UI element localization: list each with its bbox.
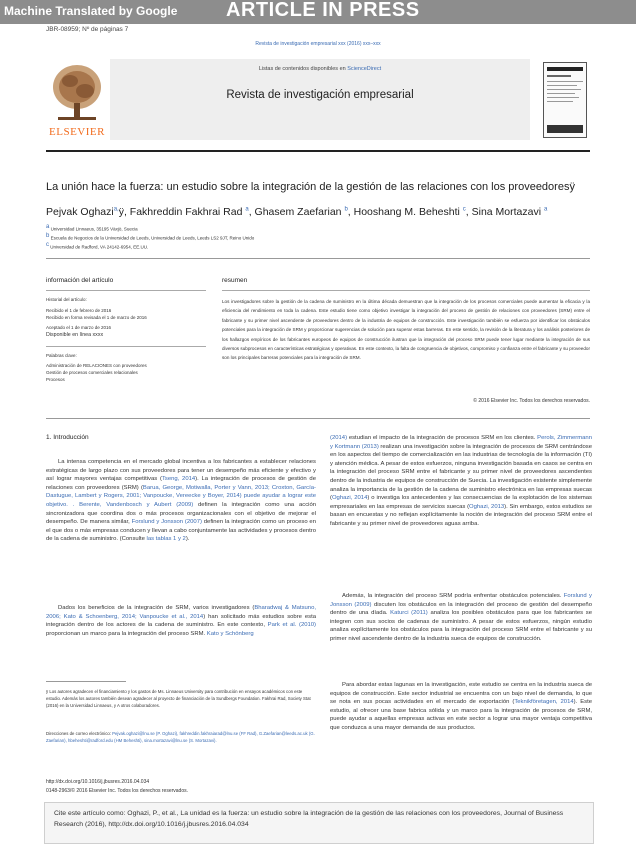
body-text: Para abordar estas lagunas en la investigación, este estudio se centra en la industria sueca de equipos de construcción. Este sector industrial se encuentra con un bajo nivel de demanda, lo que se nota en sus pocas actividades en el mercado de exportación ( xyxy=(330,682,592,706)
affiliation-text: Universidad de Radford, VA 24142-6954, EE.UU. xyxy=(50,244,149,250)
body-text: realizan una investigación sobre la integración de procesos de SRM centrándose en los aspectos del tiempo de comercialización en las industrias de tecnología de la información (TI) y atención médica. A pesar de estos esfuerzos, ninguna investigación basada en casos se centra en la integración del proceso SRM entre el fabricante y su primer nivel de proveedores ascendentes dentro de la industria de equipos de construcción de Suecia. La investigación existente simplemente analiza la importancia de la gestión de la cadena de suministro electrónica en las empresas suecas ( xyxy=(330,443,592,502)
body-text: definen la integración como un proceso en el que dos o más empresas conducen y llevan a cabo conjuntamente las actividades y procesos dentro de la cadena de suministro. (Consulte xyxy=(46,519,316,543)
author-name[interactable]: , Sina Mortazavi xyxy=(465,206,542,218)
article-info-rule xyxy=(46,290,206,291)
citation-text: Cite este artículo como: Oghazi, P., et al., La unidad es la fuerza: un estudio sobre la integración de la gestión de las relaciones con los proveedores, Journal of Business Research (2016), http://dx.doi.org/10.1016/j.jbusres.2016.04.034 xyxy=(54,810,564,828)
history-received: Recibido el 1 de febrero de 2016 xyxy=(46,308,112,313)
citation-link[interactable]: Forslund y Jonsson (2009) xyxy=(330,593,592,608)
intro-paragraph-5 xyxy=(330,681,592,733)
section-heading-introduction: 1. Introducción xyxy=(46,434,89,441)
doi-link[interactable]: http://dx.doi.org/10.1016/j.jbusres.2016.04.034 xyxy=(46,779,150,785)
body-text: definen la integración como una acción sincronizadora que coordina dos o más procesos organizacionales con el objetivo de mejorar el desempeño. De manera similar, xyxy=(46,501,317,526)
body-text: estudian el impacto de la integración de procesos SRM en los clientes. xyxy=(347,435,538,441)
author-affiliation-mark: a xyxy=(543,206,548,213)
article-title: La unión hace la fuerza: un estudio sobre la integración de la gestión de las relaciones con los proveedoresÿ xyxy=(46,181,575,193)
keyword-item: Administración de RELACIONES con proveedores xyxy=(46,363,147,368)
abstract-bottom-rule xyxy=(46,418,590,419)
affiliation-text: Universidad Linnaeus, 35195 Växjö, Suecia xyxy=(50,226,138,232)
article-in-press-label: ARTICLE IN PRESS xyxy=(226,0,420,21)
keywords-rule xyxy=(46,346,206,347)
contents-prefix: Listas de contenidos disponibles en xyxy=(258,66,348,72)
journal-citation-link[interactable]: Revista de investigación empresarial xxx (2016) xxx–xxx xyxy=(255,41,381,47)
affiliation-a xyxy=(46,224,138,232)
citation-link[interactable]: Oghazi, 2014 xyxy=(331,495,368,502)
citation-link[interactable]: Teknikföretagen, 2014 xyxy=(514,699,574,706)
author-name[interactable]: , Hooshang M. Beheshti xyxy=(347,206,460,218)
contents-line xyxy=(110,66,530,72)
body-text: ). Sin embargo, estos estudios se basan en encuestas y no reflejan explícitamente la noción de integración del proceso SRM entre el fabricante y su primer nivel de proveedores aguas arriba. xyxy=(330,503,592,527)
body-text: discuten los obstáculos en la integración del proceso de gestión del desempeño dentro de una díada. xyxy=(330,601,592,617)
body-text: proporcionan un marco para la integración del proceso SRM. xyxy=(46,630,207,637)
affiliation-mark: c xyxy=(46,242,49,248)
body-text: ) o investiga los antecedentes y las consecuencias de la explotación de los sistemas empresariales en las empresas de servicios suecas ( xyxy=(330,495,592,510)
body-text: ). xyxy=(185,536,190,543)
author-name[interactable]: Pejvak Oghazi xyxy=(46,206,114,218)
citation-link[interactable]: las tablas 1 y 2 xyxy=(146,536,186,543)
author-name[interactable]: ÿ, Fakhreddin Fakhrai Rad xyxy=(118,206,243,218)
abstract-rule xyxy=(222,290,590,291)
footnote-rule xyxy=(46,681,126,682)
journal-title: Revista de investigación empresarial xyxy=(226,89,414,101)
history-online: Disponible en línea xxxx xyxy=(46,332,104,338)
affiliation-mark: b xyxy=(46,233,50,239)
funding-footnote: ÿ Los autores agradecen el financiamiento y los gastos de Ms. Linnaeus University para contribución en ensayos académicos con este estudio. Además los autores también desean agradecer al proyecto de financiación de la Sundbergs Foundation. Fakhrai Rad, Society Stat (2016) en la Universidad Linnaeus, y A otros colaboradores. xyxy=(46,689,311,709)
body-text: ). La integración de procesos de gestión de relaciones con proveedores (SRM) ( xyxy=(46,476,316,491)
author-name[interactable]: , Ghasem Zaefarian xyxy=(248,206,342,218)
keyword-item: Gestión de procesos comerciales relacionales xyxy=(46,370,138,375)
abstract-text: Los investigadores sobre la gestión de la cadena de suministro en la última década demuestran que la integración de los procesos comerciales puede aumentar la eficacia y la eficiencia del rendimiento en toda la cadena. Este estudio tiene como objetivo investigar la integración del proceso de gestión de relaciones con proveedores (SRM) entre el fabricante y su primer nivel ascendente de proveedores dentro de la industria de equipos de construcción. Este investigación también se esfuerza por identificar los obstáculos potenciales para la integración de SRM y proporcionar sugerencias de solución para superar estas barreras. En este sentido, la revisión de la literatura y los análisis posteriores de los hallazgos empíricos de los fabricantes europeos de equipos de construcción ilustran que la integración del proceso SRM puede tener lugar mediante la integración de sus diversos subprocesos en características estratégicas y operativas. En este contexto, la falta de congruencia de objetivos, compromiso y confianza entre el fabricante y su proveedor son los principales barreras potenciales para la integración de SRM. xyxy=(222,299,590,361)
email-label: Direcciones de correo electrónico: xyxy=(46,731,113,736)
body-text: La intensa competencia en el mercado global incentiva a los fabricantes a establecer relaciones estratégicas de largo plazo con sus proveedores para tener un desempeño más eficiente y efectivo y así lograr mayores ventajas competitivas ( xyxy=(46,459,316,483)
citation-link[interactable]: Forslund y Jonsson (2007) xyxy=(131,519,202,526)
body-text: ) han solicitado más estudios sobre esta integración dentro de los actores de la cadena de suministro. En este contexto, xyxy=(46,613,316,629)
sciencedirect-link[interactable]: ScienceDirect xyxy=(347,66,382,72)
author-affiliation-mark: a xyxy=(245,206,249,213)
intro-paragraph-2 xyxy=(46,604,316,638)
affiliation-mark: a xyxy=(46,224,50,230)
affiliation-rule xyxy=(46,258,590,259)
author-affiliation-mark: b xyxy=(344,206,348,213)
affiliation-text: Escuela de Negocios de la Universidad de Leeds, Universidad de Leeds, Leeds LS2 9JT, Reino Unido xyxy=(50,235,255,241)
body-text: Además, la integración del proceso SRM podría enfrentar obstáculos potenciales. xyxy=(342,593,564,599)
citation-link[interactable]: Kato y Schönberg xyxy=(206,630,254,637)
history-revised: Recibido en forma revisada el 1 de marzo de 2016 xyxy=(46,315,147,320)
author-affiliation-mark: a, xyxy=(113,206,119,213)
email-footnote xyxy=(46,730,316,744)
author-list xyxy=(46,206,606,218)
header-rule xyxy=(46,150,590,152)
keywords-label: Palabras clave: xyxy=(46,353,77,358)
citation-link[interactable]: Bharadwaj & Matsuno, 2006; Kato & Schoenberg, 2014; Vanpoucke et al., 2014 xyxy=(46,605,316,620)
elsevier-wordmark: ELSEVIER xyxy=(49,126,105,138)
email-links[interactable]: Pejvak.oghazi@lnu.se (P. Oghazi), fakhreddin.fakhraiarad@lnu.se (FF Rad), G.Zaefarian@leeds.ac.uk (G. Zaefarian), hbeheshti@radford.edu (HM Beheshti), sina.mortazavi@lnu.se (S. Mortazavi). xyxy=(46,731,315,744)
citation-link[interactable]: Oghazi, 2013 xyxy=(469,503,505,510)
history-label: Historial del artículo: xyxy=(46,297,87,302)
body-text: Dados los beneficios de la integración de SRM, varios investigadores ( xyxy=(58,605,255,611)
journal-cover-thumbnail[interactable] xyxy=(543,62,587,138)
citation-link[interactable]: Tseng, 2014 xyxy=(161,476,196,483)
cover-image-icon xyxy=(544,63,586,137)
abstract-heading: resumen xyxy=(222,277,248,284)
abstract-copyright: © 2016 Elsevier Inc. Todos los derechos reservados. xyxy=(473,398,590,404)
intro-paragraph-1 xyxy=(46,458,316,544)
body-text: ). Este estudio, al ofrecer una base fabrica sólida y un marco para la integración de procesos de SRM, puede ayudar a aquellas empresas activas en este sector a lograr una mayor ventaja competitiva que conduzca a una mayor demanda de sus productos. xyxy=(330,699,592,731)
article-info-heading: información del artículo xyxy=(46,277,114,284)
history-accepted: Aceptado el 1 de marzo de 2016 xyxy=(46,325,112,330)
machine-translated-label: Machine Translated by Google xyxy=(4,4,178,18)
intro-paragraph-4 xyxy=(330,592,592,644)
citation-link[interactable]: Barua, George, Motiwalla, Porter y Vann, 2013; Croxton, García-Dastugue, Lambert y Rogers, 2001; Vanpoucke, Vereecke y Boyer, 2014) puede ayudar a lograr este objetivo. . Berente, Vandenbosch y Aubert (2009) xyxy=(46,484,316,508)
citation-link[interactable]: Katurci (2011) xyxy=(390,610,428,617)
intro-paragraph-3 xyxy=(330,434,592,529)
keyword-item: Procesos xyxy=(46,377,65,382)
affiliation-b xyxy=(46,233,254,241)
citation-link[interactable]: Park et al. (2010) xyxy=(267,622,317,629)
citation-link[interactable]: Perols, Zimmermann y Kortmann (2013) xyxy=(330,435,592,450)
body-text: analiza los posibles obstáculos para que los fabricantes se integren con sus socios de cadenas de suministro. A pesar de estos esfuerzos, ningún estudio analiza explícitamente los obstáculos para la integración del proceso SRM entre el fabricante y su primer nivel ascendente dentro de la industria sueca de equipos de construcción. xyxy=(330,610,593,642)
issn-copyright: 0148-2963/© 2016 Elsevier Inc. Todos los derechos reservados. xyxy=(46,788,189,794)
jbr-code: JBR-08959; Nº de páginas 7 xyxy=(46,26,129,33)
citation-link[interactable]: (2014) xyxy=(330,435,348,441)
affiliation-c xyxy=(46,242,148,250)
author-affiliation-mark: c xyxy=(462,206,466,213)
